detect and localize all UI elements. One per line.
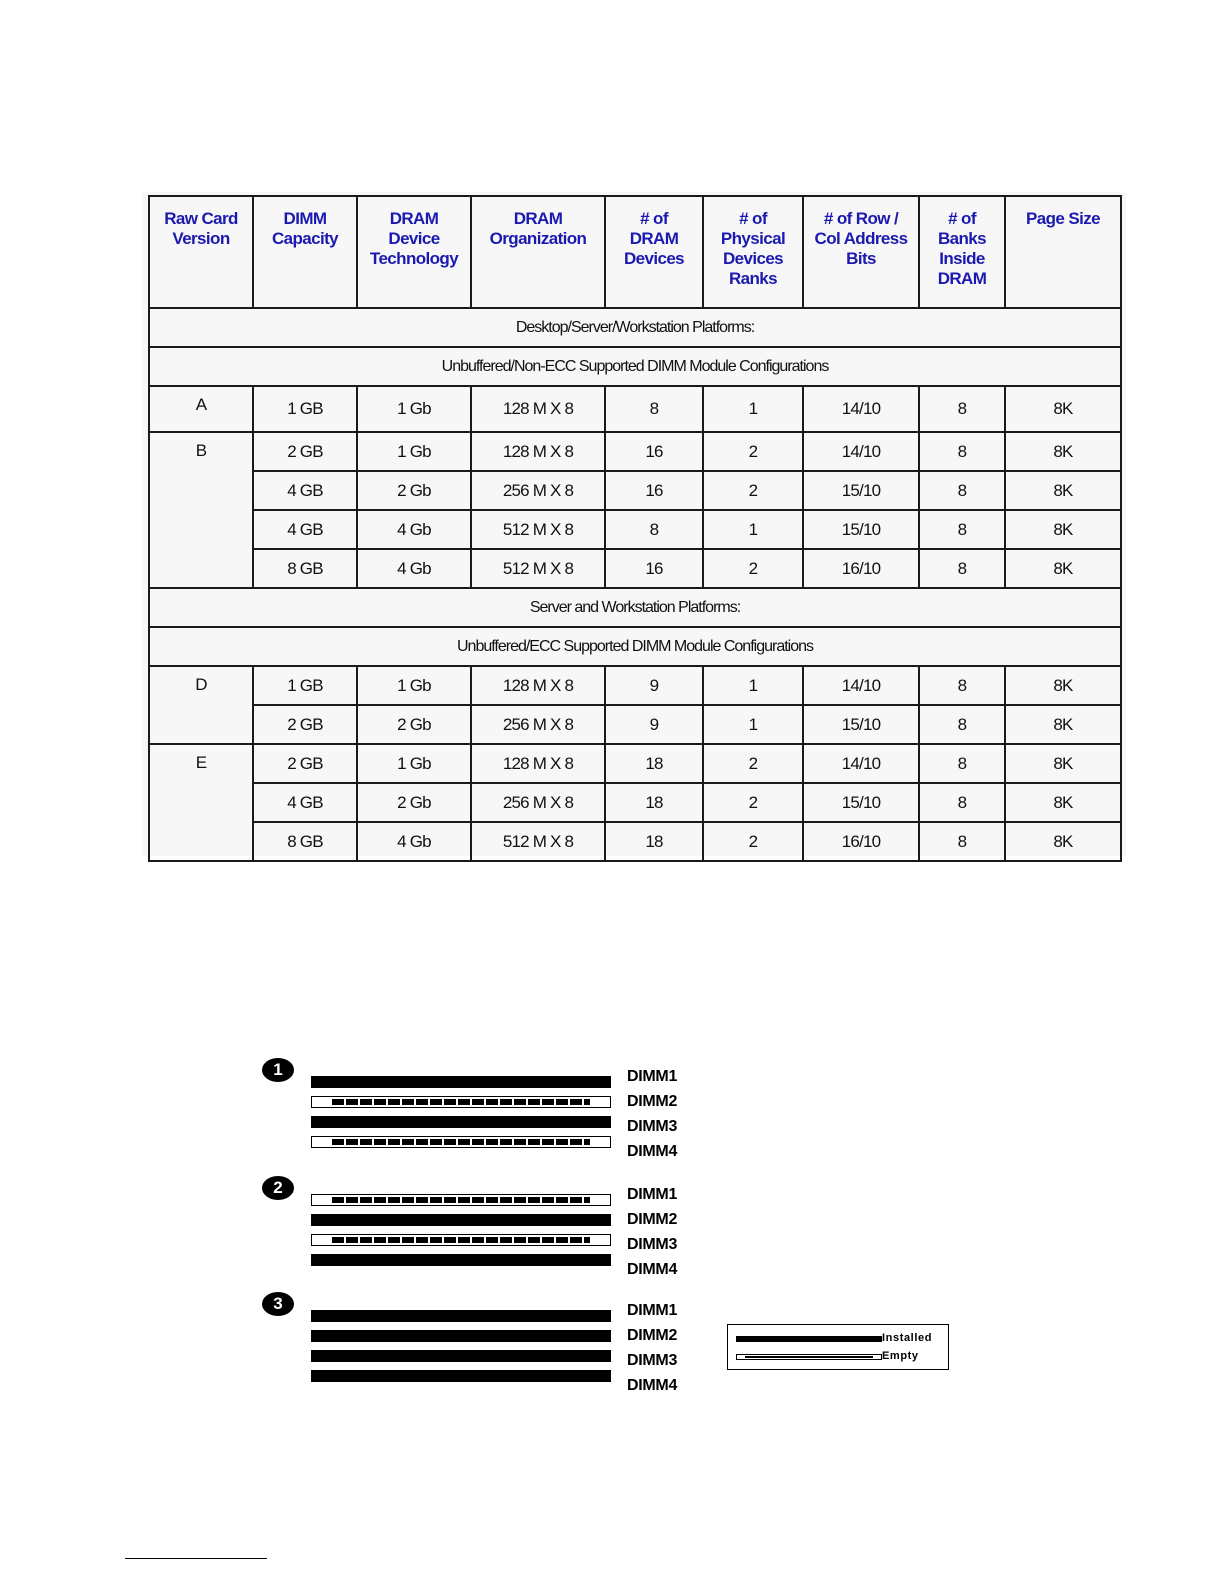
page-size-cell: 8K [1005,471,1121,510]
dram-devices-cell: 16 [605,471,703,510]
banks-cell: 8 [919,471,1005,510]
dram-organization-cell: 256 M X 8 [471,471,605,510]
dram-technology-cell: 2 Gb [357,705,471,744]
banks-cell: 8 [919,705,1005,744]
dimm-slot-label: DIMM4 [627,1143,678,1160]
dram-organization-cell: 128 M X 8 [471,386,605,432]
dimm-slot-installed [311,1350,611,1362]
legend-installed-label: Installed [882,1332,933,1344]
row-col-bits-cell: 14/10 [803,432,919,471]
dimm-slot-label: DIMM3 [627,1236,678,1253]
dram-devices-cell: 16 [605,549,703,588]
dimm-capacity-cell: 1 GB [253,666,357,705]
legend-installed-swatch [736,1336,882,1342]
dimm-slot-label: DIMM3 [627,1118,678,1135]
dram-devices-cell: 18 [605,744,703,783]
raw-card-version-cell: E [149,744,253,861]
dimm-configuration-table [148,195,1122,862]
dram-technology-cell: 1 Gb [357,666,471,705]
dram-devices-cell: 9 [605,705,703,744]
banks-cell: 8 [919,549,1005,588]
page-size-cell: 8K [1005,822,1121,861]
dram-devices-cell: 16 [605,432,703,471]
dram-organization-cell: 256 M X 8 [471,705,605,744]
page-size-cell: 8K [1005,705,1121,744]
physical-ranks-cell: 1 [703,510,803,549]
physical-ranks-cell: 2 [703,432,803,471]
section-config-row [149,627,1121,666]
row-col-bits-cell: 15/10 [803,471,919,510]
dimm-capacity-cell: 2 GB [253,744,357,783]
dimm-slot-label: DIMM3 [627,1352,678,1369]
section-platform-title: Server and Workstation Platforms: [149,588,1121,627]
header-dimm-capacity: DIMM Capacity [253,196,357,308]
dram-technology-cell: 4 Gb [357,822,471,861]
table-row [149,783,1121,822]
section-platform-row [149,308,1121,347]
dimm-slot-installed [311,1214,611,1226]
header-row-col-address-bits: # of Row / Col Address Bits [803,196,919,308]
dimm-slot-installed [311,1116,611,1128]
dimm-slot-label: DIMM2 [627,1093,678,1110]
physical-ranks-cell: 2 [703,783,803,822]
dram-organization-cell: 128 M X 8 [471,432,605,471]
physical-ranks-cell: 2 [703,471,803,510]
dram-technology-cell: 4 Gb [357,510,471,549]
dram-organization-cell: 512 M X 8 [471,822,605,861]
section-platform-row [149,588,1121,627]
dimm-slot-label: DIMM1 [627,1302,678,1319]
dram-technology-cell: 4 Gb [357,549,471,588]
dram-devices-cell: 18 [605,822,703,861]
header-num-banks: # of Banks Inside DRAM [919,196,1005,308]
header-num-physical-ranks: # of Physical Devices Ranks [703,196,803,308]
footnote-separator [125,1558,267,1559]
raw-card-version-cell: B [149,432,253,588]
dram-devices-cell: 8 [605,386,703,432]
table-row [149,666,1121,705]
row-col-bits-cell: 15/10 [803,783,919,822]
dimm-capacity-cell: 2 GB [253,432,357,471]
table-row [149,432,1121,471]
dram-technology-cell: 2 Gb [357,783,471,822]
dimm-slot-empty [311,1096,611,1108]
dram-organization-cell: 512 M X 8 [471,549,605,588]
table-body [149,308,1121,861]
dimm-slot-label: DIMM4 [627,1377,678,1394]
dram-technology-cell: 1 Gb [357,744,471,783]
dram-organization-cell: 512 M X 8 [471,510,605,549]
config-marker-2: 2 [262,1176,294,1200]
banks-cell: 8 [919,744,1005,783]
banks-cell: 8 [919,822,1005,861]
banks-cell: 8 [919,386,1005,432]
dram-technology-cell: 2 Gb [357,471,471,510]
dram-technology-cell: 1 Gb [357,432,471,471]
dram-devices-cell: 9 [605,666,703,705]
dram-organization-cell: 128 M X 8 [471,744,605,783]
physical-ranks-cell: 2 [703,744,803,783]
table-header-row [149,196,1121,308]
row-col-bits-cell: 15/10 [803,705,919,744]
physical-ranks-cell: 2 [703,822,803,861]
dimm-slot-label: DIMM2 [627,1327,678,1344]
table-row [149,822,1121,861]
section-config-title: Unbuffered/Non-ECC Supported DIMM Module Configurations [149,347,1121,386]
row-col-bits-cell: 14/10 [803,744,919,783]
page-size-cell: 8K [1005,744,1121,783]
dimm-slot-installed [311,1310,611,1322]
table-row [149,549,1121,588]
dimm-slot-installed [311,1076,611,1088]
table-row [149,705,1121,744]
dram-devices-cell: 8 [605,510,703,549]
header-num-dram-devices: # of DRAM Devices [605,196,703,308]
dram-organization-cell: 256 M X 8 [471,783,605,822]
dimm-slot-empty [311,1136,611,1148]
banks-cell: 8 [919,783,1005,822]
raw-card-version-cell: D [149,666,253,744]
config-marker-1: 1 [262,1058,294,1082]
legend-empty-swatch [736,1354,882,1360]
dimm-slot-label: DIMM4 [627,1261,678,1278]
table-row [149,471,1121,510]
banks-cell: 8 [919,510,1005,549]
diagram-legend [727,1324,949,1370]
page-size-cell: 8K [1005,432,1121,471]
physical-ranks-cell: 1 [703,386,803,432]
page-size-cell: 8K [1005,783,1121,822]
dimm-slot-empty [311,1234,611,1246]
physical-ranks-cell: 1 [703,666,803,705]
table-row [149,386,1121,432]
dram-technology-cell: 1 Gb [357,386,471,432]
dimm-capacity-cell: 2 GB [253,705,357,744]
header-dram-organization: DRAM Organization [471,196,605,308]
dimm-capacity-cell: 1 GB [253,386,357,432]
dimm-slot-empty [311,1194,611,1206]
config-marker-3: 3 [262,1292,294,1316]
dimm-capacity-cell: 4 GB [253,783,357,822]
section-platform-title: Desktop/Server/Workstation Platforms: [149,308,1121,347]
physical-ranks-cell: 1 [703,705,803,744]
dimm-slot-label: DIMM1 [627,1186,678,1203]
page-size-cell: 8K [1005,386,1121,432]
dimm-capacity-cell: 8 GB [253,822,357,861]
header-page-size: Page Size [1005,196,1121,308]
banks-cell: 8 [919,666,1005,705]
page-size-cell: 8K [1005,549,1121,588]
table-row [149,510,1121,549]
dimm-slot-installed [311,1254,611,1266]
raw-card-version-cell: A [149,386,253,432]
row-col-bits-cell: 14/10 [803,386,919,432]
row-col-bits-cell: 16/10 [803,549,919,588]
section-config-title: Unbuffered/ECC Supported DIMM Module Configurations [149,627,1121,666]
dimm-capacity-cell: 4 GB [253,471,357,510]
dimm-slot-label: DIMM1 [627,1068,678,1085]
header-dram-device-technology: DRAM Device Technology [357,196,471,308]
dimm-capacity-cell: 8 GB [253,549,357,588]
row-col-bits-cell: 14/10 [803,666,919,705]
dimm-slot-installed [311,1370,611,1382]
page-size-cell: 8K [1005,510,1121,549]
dram-organization-cell: 128 M X 8 [471,666,605,705]
legend-empty-label: Empty [882,1350,919,1362]
dimm-slot-label: DIMM2 [627,1211,678,1228]
physical-ranks-cell: 2 [703,549,803,588]
dimm-configuration-table-frame [142,192,1126,856]
dram-devices-cell: 18 [605,783,703,822]
table-row [149,744,1121,783]
row-col-bits-cell: 15/10 [803,510,919,549]
section-config-row [149,347,1121,386]
banks-cell: 8 [919,432,1005,471]
header-raw-card-version: Raw Card Version [149,196,253,308]
dimm-slot-installed [311,1330,611,1342]
dimm-capacity-cell: 4 GB [253,510,357,549]
row-col-bits-cell: 16/10 [803,822,919,861]
page-size-cell: 8K [1005,666,1121,705]
